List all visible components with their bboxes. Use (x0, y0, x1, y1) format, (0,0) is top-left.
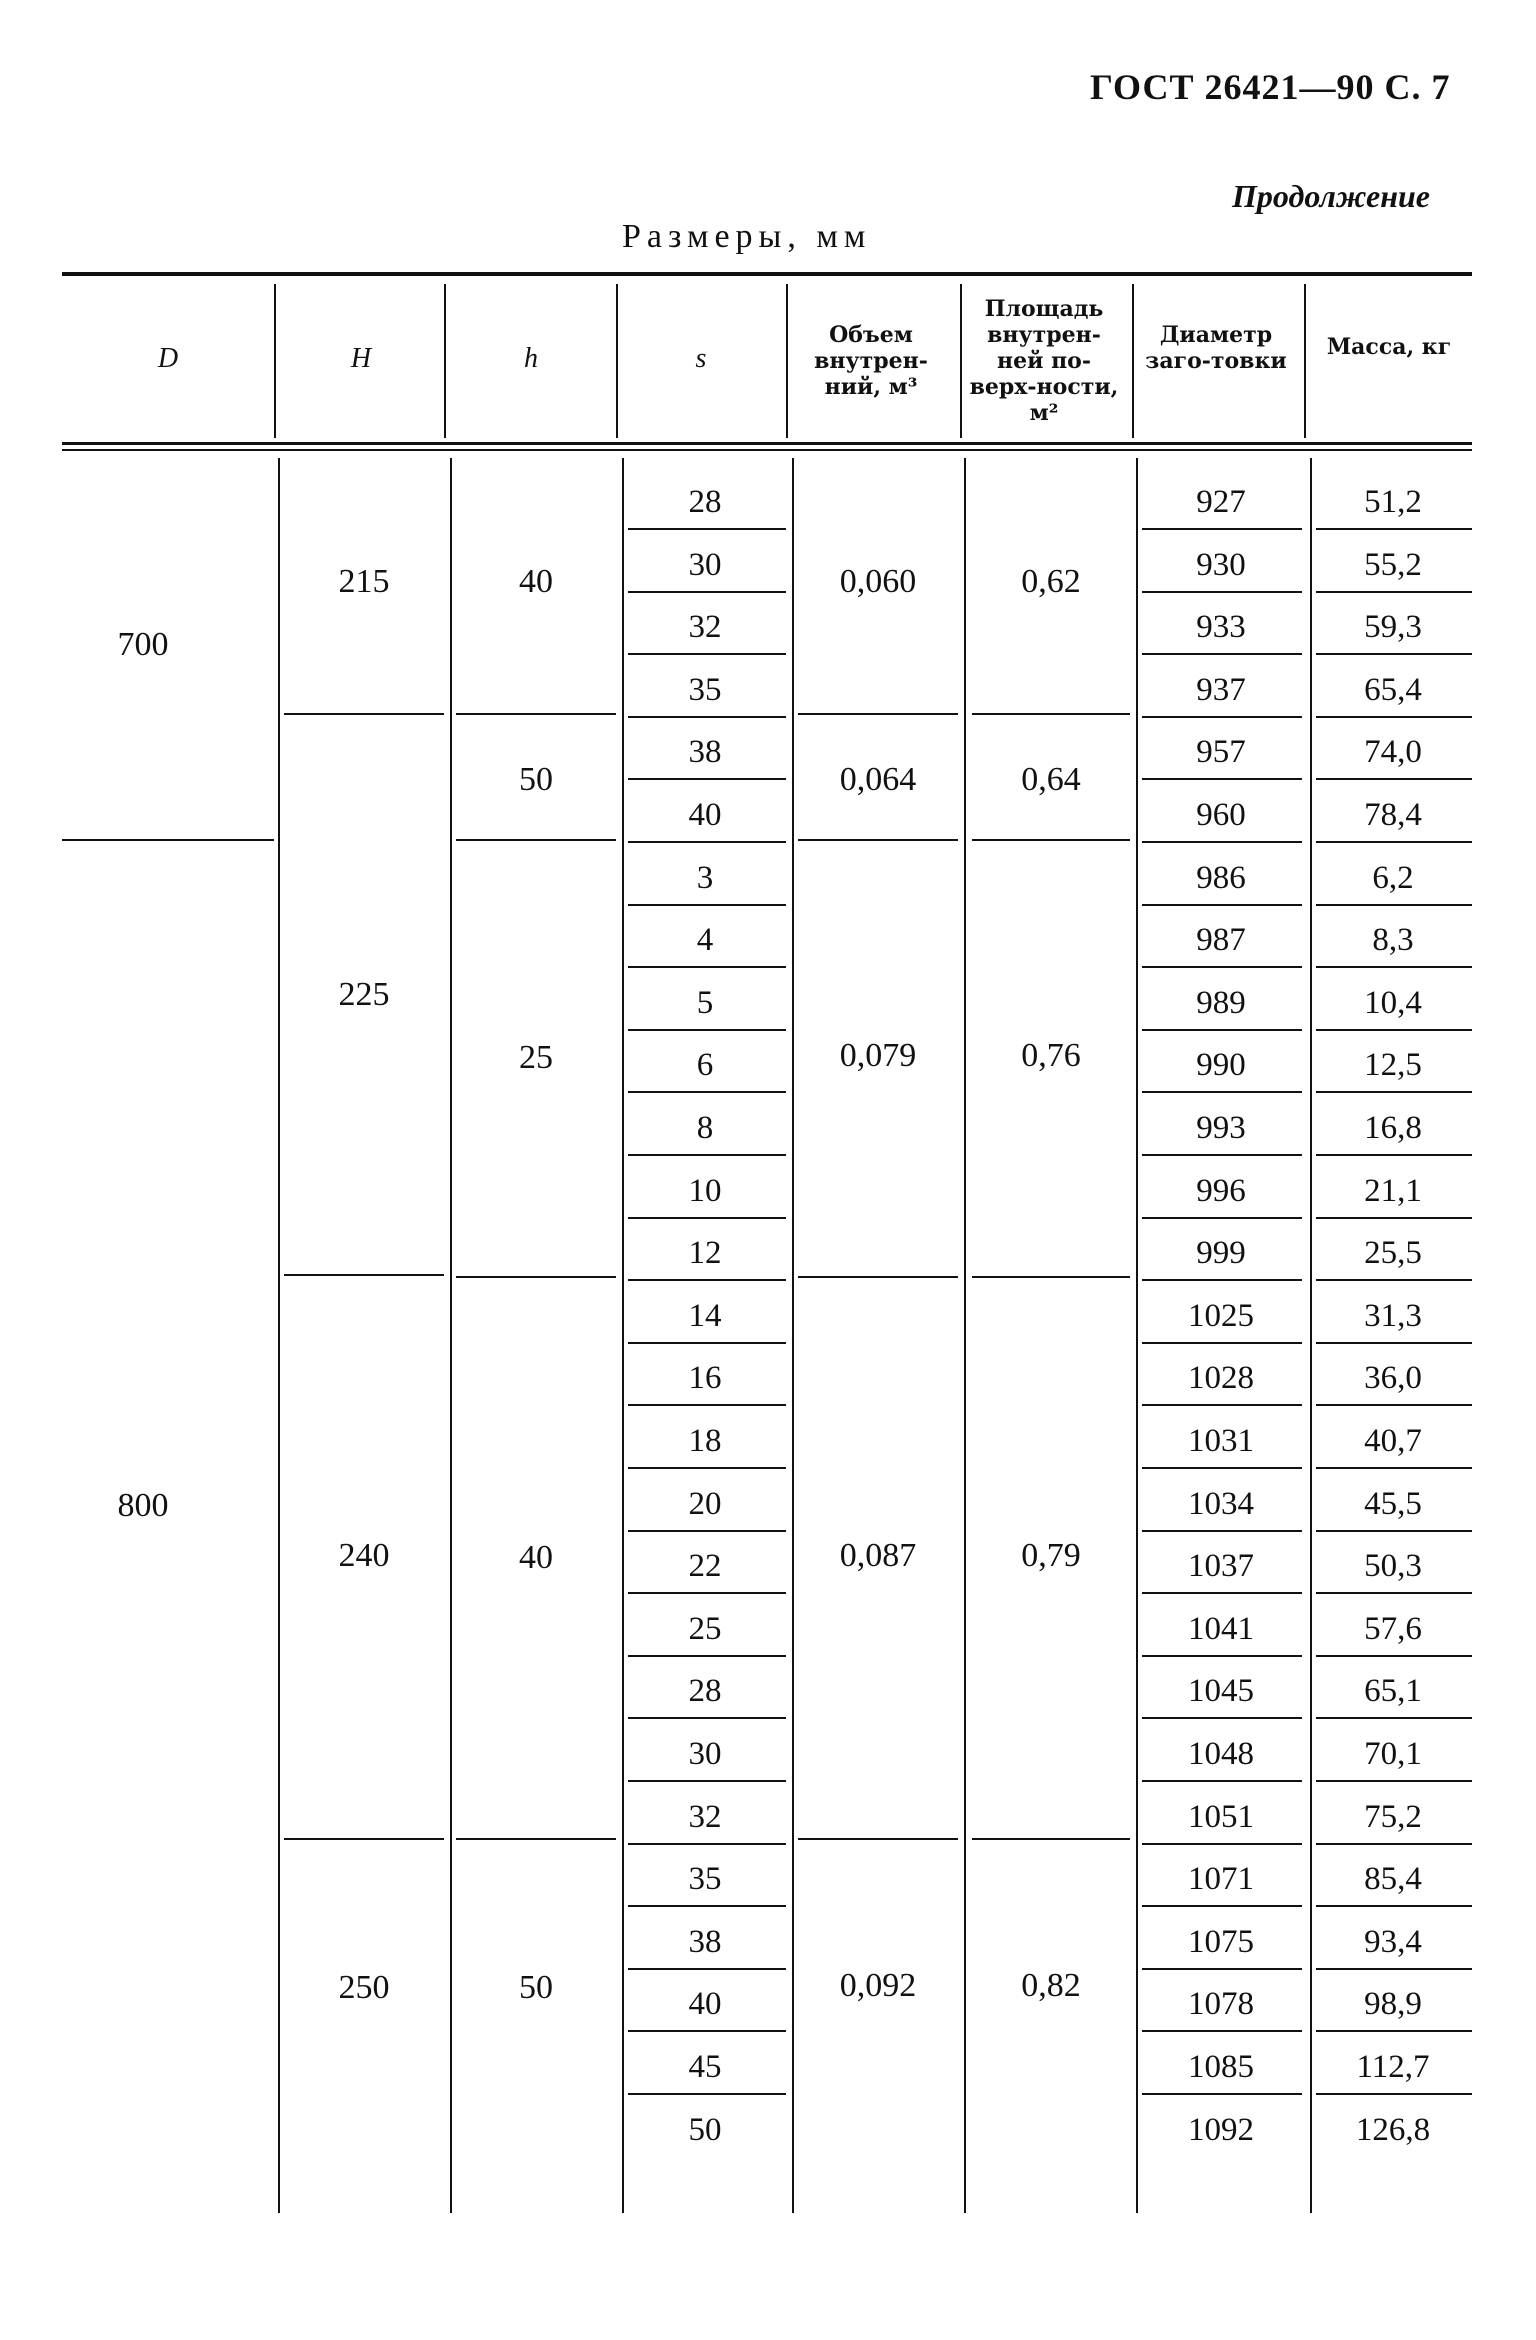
header-D: D (157, 343, 179, 374)
volume-value: 0,064 (839, 761, 917, 798)
blank-diameter-cell: 1075 (1188, 1923, 1254, 1960)
row-underline (628, 1467, 786, 1469)
s-cell: 8 (696, 1110, 714, 1146)
volume-value: 0,087 (839, 1537, 917, 1574)
row-underline (1142, 778, 1302, 780)
volume-value: 0,079 (839, 1037, 917, 1074)
row-underline (628, 653, 786, 655)
area-group-separator (972, 839, 1130, 841)
row-underline (628, 1029, 786, 1031)
row-underline (1142, 528, 1302, 530)
D-value: 800 (117, 1487, 169, 1524)
standard-code: ГОСТ 26421—90 С. 7 (1090, 67, 1451, 107)
row-underline (1142, 1843, 1302, 1845)
row-underline (628, 778, 786, 780)
s-cell: 35 (688, 671, 722, 708)
mass-cell: 98,9 (1364, 1986, 1422, 2023)
header-divider (786, 284, 788, 438)
units-caption: Размеры, мм (622, 218, 872, 255)
mass-cell: 93,4 (1364, 1923, 1422, 1960)
row-underline (1142, 1342, 1302, 1344)
row-underline (1316, 1530, 1472, 1532)
s-cell: 35 (688, 1861, 722, 1898)
volume-group-separator (798, 839, 958, 841)
s-cell: 10 (688, 1172, 722, 1209)
header-rule-2 (62, 449, 1472, 451)
mass-cell: 78,4 (1364, 797, 1422, 833)
H-group-separator (284, 713, 444, 715)
body-divider (792, 458, 794, 2213)
s-cell: 20 (688, 1485, 722, 1522)
header-s: s (695, 343, 707, 374)
row-underline (1142, 1655, 1302, 1657)
s-cell: 28 (688, 1673, 722, 1710)
blank-diameter-cell: 1051 (1188, 1798, 1254, 1835)
table-top-rule (62, 272, 1472, 276)
blank-diameter-cell: 987 (1196, 922, 1246, 959)
blank-diameter-cell: 960 (1196, 797, 1246, 833)
blank-diameter-cell: 1085 (1188, 2049, 1254, 2085)
s-cell: 30 (688, 546, 722, 583)
row-underline (1316, 841, 1472, 843)
area-value: 0,64 (1021, 761, 1081, 798)
row-underline (1316, 2093, 1472, 2095)
row-underline (628, 1905, 786, 1907)
s-cell: 6 (696, 1047, 714, 1084)
mass-cell: 57,6 (1364, 1610, 1422, 1647)
blank-diameter-cell: 1034 (1188, 1485, 1254, 1522)
s-cell: 38 (688, 734, 722, 771)
header-mass: Масса, кг (1326, 334, 1452, 360)
mass-cell: 55,2 (1364, 546, 1422, 583)
row-underline (1142, 2093, 1302, 2095)
mass-cell: 45,5 (1364, 1485, 1422, 1522)
row-underline (1316, 716, 1472, 718)
row-underline (1142, 1905, 1302, 1907)
area-group-separator (972, 1838, 1130, 1840)
s-cell: 38 (688, 1923, 722, 1960)
mass-cell: 10,4 (1364, 984, 1422, 1021)
body-divider (278, 458, 280, 2213)
row-underline (1142, 1091, 1302, 1093)
s-cell: 4 (696, 922, 714, 959)
body-divider (964, 458, 966, 2213)
h-value: 40 (519, 563, 553, 600)
s-cell: 40 (688, 1986, 722, 2023)
h-value: 50 (519, 761, 553, 798)
row-underline (628, 1717, 786, 1719)
body-divider (1310, 458, 1312, 2213)
volume-value: 0,060 (839, 563, 917, 600)
D-group-separator (62, 839, 274, 841)
header-divider (444, 284, 446, 438)
s-cell: 28 (688, 484, 722, 520)
volume-group-separator (798, 1838, 958, 1840)
row-underline (628, 1279, 786, 1281)
mass-cell: 36,0 (1364, 1360, 1422, 1397)
row-underline (1316, 528, 1472, 530)
blank-diameter-cell: 937 (1196, 671, 1246, 708)
h-group-separator (456, 1838, 616, 1840)
blank-diameter-cell: 993 (1196, 1110, 1246, 1146)
row-underline (628, 1154, 786, 1156)
s-cell: 12 (688, 1235, 722, 1272)
h-group-separator (456, 713, 616, 715)
row-underline (1142, 1404, 1302, 1406)
H-value: 225 (338, 976, 390, 1013)
row-underline (1142, 1780, 1302, 1782)
area-value: 0,62 (1021, 563, 1081, 600)
mass-cell: 65,1 (1364, 1673, 1422, 1710)
row-underline (628, 1217, 786, 1219)
row-underline (1316, 1717, 1472, 1719)
row-underline (628, 2030, 786, 2032)
area-value: 0,79 (1021, 1537, 1081, 1574)
blank-diameter-cell: 1031 (1188, 1423, 1254, 1459)
row-underline (628, 966, 786, 968)
row-underline (1142, 1968, 1302, 1970)
row-underline (1142, 716, 1302, 718)
row-underline (1142, 1279, 1302, 1281)
mass-cell: 31,3 (1364, 1297, 1422, 1334)
H-value: 250 (338, 1969, 390, 2006)
volume-group-separator (798, 1276, 958, 1278)
mass-cell: 59,3 (1364, 609, 1422, 646)
row-underline (1142, 904, 1302, 906)
row-underline (628, 716, 786, 718)
header-volume: Объем внутрен-ний, м³ (814, 322, 928, 400)
row-underline (628, 1655, 786, 1657)
blank-diameter-cell: 989 (1196, 984, 1246, 1021)
continuation-label: Продолжение (1232, 178, 1430, 214)
blank-diameter-cell: 1092 (1188, 2111, 1254, 2148)
row-underline (628, 1404, 786, 1406)
blank-diameter-cell: 990 (1196, 1047, 1246, 1084)
header-h: h (524, 343, 538, 374)
row-underline (1316, 1154, 1472, 1156)
row-underline (1316, 1091, 1472, 1093)
mass-cell: 126,8 (1355, 2111, 1431, 2148)
row-underline (1316, 1029, 1472, 1031)
blank-diameter-cell: 996 (1196, 1172, 1246, 1209)
row-underline (628, 2093, 786, 2095)
row-underline (1316, 1404, 1472, 1406)
s-cell: 40 (688, 797, 722, 833)
mass-cell: 40,7 (1364, 1423, 1422, 1459)
row-underline (628, 1843, 786, 1845)
row-underline (1142, 1217, 1302, 1219)
row-underline (628, 1091, 786, 1093)
row-underline (628, 591, 786, 593)
s-cell: 14 (688, 1297, 722, 1334)
row-underline (1316, 778, 1472, 780)
h-value: 50 (519, 1969, 553, 2006)
s-cell: 18 (688, 1423, 722, 1459)
h-group-separator (456, 839, 616, 841)
s-cell: 50 (688, 2111, 722, 2148)
header-blank-diameter: Диаметр заго-товки (1145, 322, 1287, 374)
row-underline (1316, 1592, 1472, 1594)
row-underline (1316, 653, 1472, 655)
mass-cell: 112,7 (1356, 2049, 1430, 2085)
s-cell: 16 (688, 1360, 722, 1397)
area-group-separator (972, 713, 1130, 715)
header-divider (616, 284, 618, 438)
row-underline (1316, 591, 1472, 593)
blank-diameter-cell: 1078 (1188, 1986, 1254, 2023)
blank-diameter-cell: 999 (1196, 1235, 1246, 1272)
mass-cell: 25,5 (1364, 1235, 1422, 1272)
row-underline (1316, 1968, 1472, 1970)
blank-diameter-cell: 927 (1196, 484, 1246, 520)
s-cell: 22 (688, 1548, 722, 1585)
header-divider (1132, 284, 1134, 438)
row-underline (1316, 1467, 1472, 1469)
blank-diameter-cell: 1037 (1188, 1548, 1254, 1585)
mass-cell: 16,8 (1364, 1110, 1422, 1146)
blank-diameter-cell: 986 (1196, 859, 1246, 896)
blank-diameter-cell: 933 (1196, 609, 1246, 646)
header-divider (274, 284, 276, 438)
row-underline (1316, 2030, 1472, 2032)
area-value: 0,76 (1021, 1037, 1081, 1074)
H-value: 215 (338, 563, 390, 600)
s-cell: 5 (696, 984, 714, 1021)
mass-cell: 51,2 (1364, 484, 1422, 520)
s-cell: 45 (688, 2049, 722, 2085)
mass-cell: 75,2 (1364, 1798, 1422, 1835)
H-group-separator (284, 1274, 444, 1276)
row-underline (1142, 1029, 1302, 1031)
volume-value: 0,092 (839, 1967, 917, 2004)
body-divider (1136, 458, 1138, 2213)
row-underline (1142, 1530, 1302, 1532)
header-divider (960, 284, 962, 438)
row-underline (1316, 1342, 1472, 1344)
volume-group-separator (798, 713, 958, 715)
s-cell: 30 (688, 1736, 722, 1772)
area-group-separator (972, 1276, 1130, 1278)
blank-diameter-cell: 1071 (1188, 1861, 1254, 1898)
row-underline (1316, 904, 1472, 906)
row-underline (1142, 966, 1302, 968)
body-divider (450, 458, 452, 2213)
row-underline (1316, 1843, 1472, 1845)
row-underline (628, 904, 786, 906)
row-underline (1142, 653, 1302, 655)
mass-cell: 70,1 (1364, 1736, 1422, 1772)
row-underline (628, 1968, 786, 1970)
row-underline (628, 528, 786, 530)
row-underline (1142, 591, 1302, 593)
s-cell: 32 (688, 1798, 722, 1835)
h-value: 40 (519, 1539, 553, 1576)
mass-cell: 8,3 (1372, 922, 1414, 959)
row-underline (628, 1592, 786, 1594)
area-value: 0,82 (1021, 1967, 1081, 2004)
row-underline (628, 1530, 786, 1532)
mass-cell: 50,3 (1364, 1548, 1422, 1585)
row-underline (628, 841, 786, 843)
mass-cell: 21,1 (1364, 1172, 1422, 1209)
h-value: 25 (519, 1039, 553, 1076)
blank-diameter-cell: 1045 (1188, 1673, 1254, 1710)
s-cell: 32 (688, 609, 722, 646)
row-underline (1142, 1154, 1302, 1156)
row-underline (1316, 1655, 1472, 1657)
mass-cell: 74,0 (1364, 734, 1422, 771)
blank-diameter-cell: 1048 (1188, 1736, 1254, 1772)
mass-cell: 65,4 (1364, 671, 1422, 708)
blank-diameter-cell: 1025 (1188, 1297, 1254, 1334)
mass-cell: 6,2 (1372, 859, 1414, 896)
H-value: 240 (338, 1537, 390, 1574)
blank-diameter-cell: 957 (1196, 734, 1246, 771)
s-cell: 3 (696, 859, 714, 896)
row-underline (1316, 966, 1472, 968)
row-underline (1142, 1467, 1302, 1469)
row-underline (1316, 1905, 1472, 1907)
D-value: 700 (117, 626, 169, 663)
s-cell: 25 (688, 1610, 722, 1647)
blank-diameter-cell: 1028 (1188, 1360, 1254, 1397)
row-underline (1142, 841, 1302, 843)
blank-diameter-cell: 930 (1196, 546, 1246, 583)
header-divider (1304, 284, 1306, 438)
mass-cell: 85,4 (1364, 1861, 1422, 1898)
header-area: Площадь внутрен-ней по-верх-ности, м² (969, 296, 1119, 426)
row-underline (1142, 1592, 1302, 1594)
mass-cell: 12,5 (1364, 1047, 1422, 1084)
row-underline (1142, 2030, 1302, 2032)
header-H: H (350, 343, 372, 374)
row-underline (628, 1342, 786, 1344)
row-underline (1316, 1217, 1472, 1219)
row-underline (1316, 1279, 1472, 1281)
blank-diameter-cell: 1041 (1188, 1610, 1254, 1647)
h-group-separator (456, 1276, 616, 1278)
header-rule-1 (62, 442, 1472, 445)
H-group-separator (284, 1838, 444, 1840)
row-underline (628, 1780, 786, 1782)
row-underline (1316, 1780, 1472, 1782)
row-underline (1142, 1717, 1302, 1719)
